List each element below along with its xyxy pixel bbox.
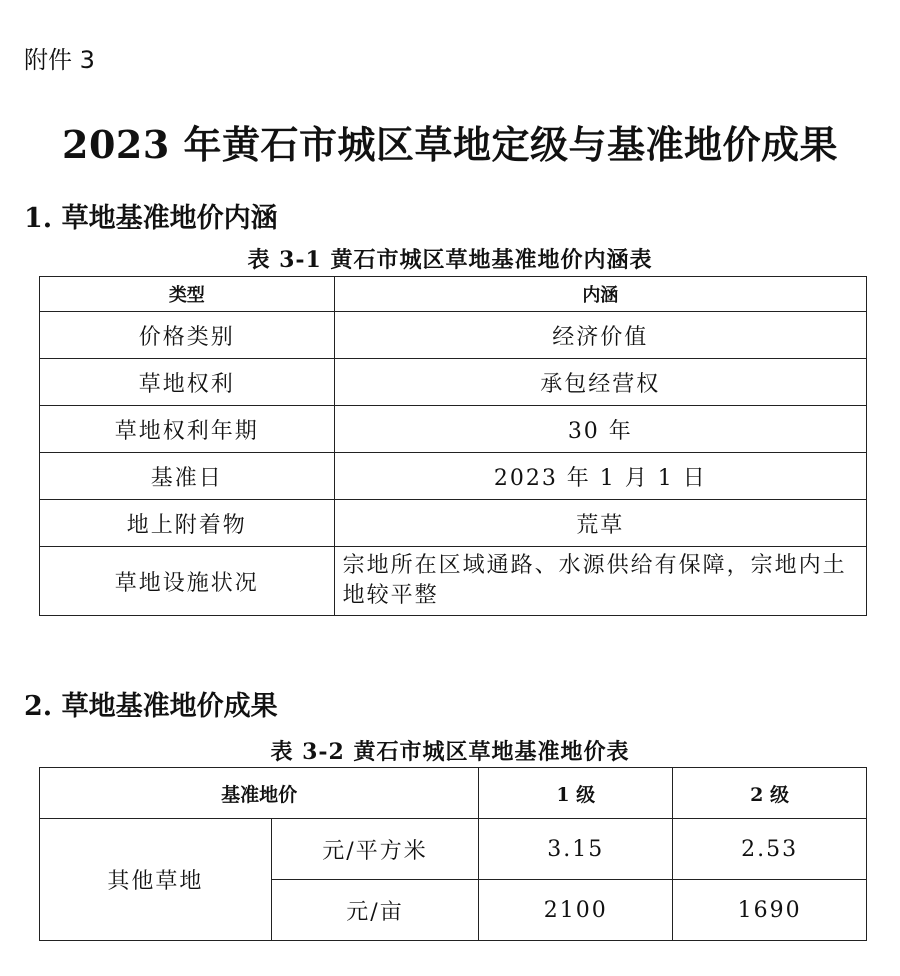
table-row (40, 406, 867, 453)
row-type-cell: 草地权利年期 (40, 406, 335, 453)
header-content: 内涵 (334, 277, 866, 312)
grade-2-value: 1690 (673, 880, 867, 941)
row-type-cell: 地上附着物 (40, 500, 335, 547)
header-type: 类型 (40, 277, 335, 312)
row-content-cell: 30 年 (334, 406, 866, 453)
header-grade-2: 2 级 (673, 768, 867, 819)
row-content-cell: 荒草 (334, 500, 866, 547)
row-type-cell: 草地设施状况 (40, 547, 335, 616)
unit-cell: 元/平方米 (271, 819, 479, 880)
table-row (40, 453, 867, 500)
table-row (40, 359, 867, 406)
row-content-cell: 宗地所在区域通路、水源供给有保障，宗地内土地较平整 (334, 547, 866, 616)
header-benchmark-price: 基准地价 (40, 768, 479, 819)
row-type-cell: 基准日 (40, 453, 335, 500)
category-cell: 其他草地 (40, 819, 272, 941)
row-content-cell: 2023 年 1 月 1 日 (334, 453, 866, 500)
document-title: 2023 年黄石市城区草地定级与基准地价成果 (62, 122, 838, 167)
grade-1-value: 3.15 (479, 819, 673, 880)
section-1-heading: 1. 草地基准地价内涵 (24, 203, 278, 234)
table-row (40, 312, 867, 359)
table-header-row (40, 277, 867, 312)
table-row (40, 819, 867, 880)
attachment-label: 附件 3 (24, 46, 95, 74)
row-content-cell: 经济价值 (334, 312, 866, 359)
row-type-cell: 价格类别 (40, 312, 335, 359)
grade-1-value: 2100 (479, 880, 673, 941)
unit-cell: 元/亩 (271, 880, 479, 941)
section-2-heading: 2. 草地基准地价成果 (24, 691, 278, 722)
row-type-cell: 草地权利 (40, 359, 335, 406)
table-row (40, 500, 867, 547)
header-grade-1: 1 级 (479, 768, 673, 819)
table-row (40, 547, 867, 616)
row-content-cell: 承包经营权 (334, 359, 866, 406)
grade-2-value: 2.53 (673, 819, 867, 880)
table-3-2-caption: 表 3-2 黄石市城区草地基准地价表 (270, 739, 630, 765)
table-3-1-caption: 表 3-1 黄石市城区草地基准地价内涵表 (247, 247, 653, 273)
table-3-1-connotation (39, 276, 867, 616)
table-header-row (40, 768, 867, 819)
table-3-2-benchmark-price (39, 767, 867, 941)
